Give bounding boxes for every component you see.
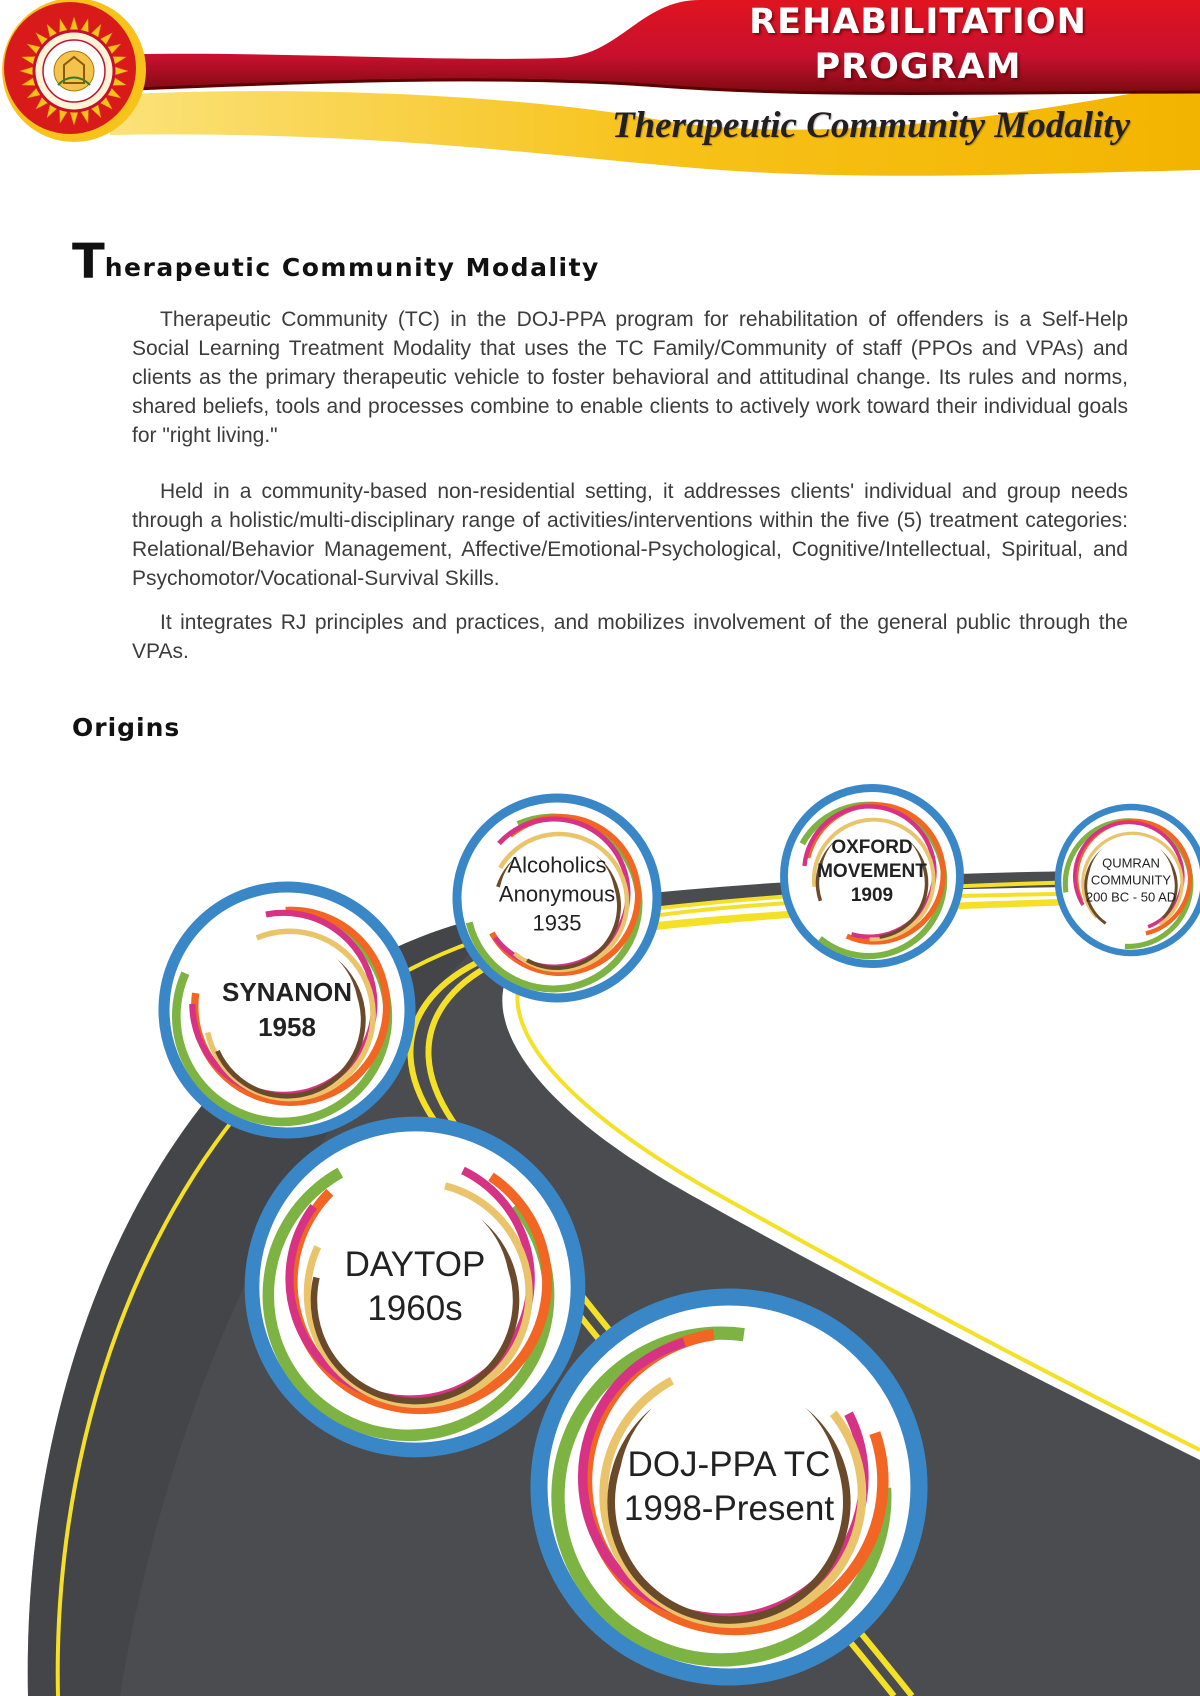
milestone-qumran-year: 200 BC - 50 AD <box>1085 889 1177 905</box>
program-title <box>708 0 1128 90</box>
milestone-qumran-name: QUMRAN <box>1102 855 1160 871</box>
milestone-oxford-name2: MOVEMENT <box>817 861 927 882</box>
logo-ray <box>70 17 79 31</box>
milestone-synanon <box>222 975 352 1045</box>
milestone-oxford-year: 1909 <box>850 885 894 906</box>
origins-heading: Origins <box>72 713 181 742</box>
milestone-aa-year: 1935 <box>532 910 582 936</box>
section-heading <box>72 234 600 290</box>
milestone-synanon-name: SYNANON <box>221 977 353 1007</box>
paragraph-setting: Held in a community-based non-residential setting, it addresses clients' individual and group needs through a holistic/multi-disciplinary range of activities/interventions within the five (5) treatment categories: Relational/Behavior Management, Affective/Emotional-Psychological, Cognitive/Intellectual, Spiritual, and Psychomotor/Vocational-Survival Skills. <box>132 480 1128 590</box>
milestone-dojppa-year: 1998-Present <box>623 1489 835 1528</box>
milestone-aa-name: Alcoholics <box>507 852 607 878</box>
logo-ray <box>114 67 128 76</box>
milestone-dojppa-name: DOJ-PPA TC <box>627 1445 831 1484</box>
milestone-synanon-year: 1958 <box>258 1012 316 1042</box>
logo-ray <box>70 111 79 125</box>
paragraph-rj: It integrates RJ principles and practices, and mobilizes involvement of the general public through the VPAs. <box>132 611 1128 663</box>
program-title-line2: PROGRAM <box>814 47 1022 87</box>
milestone-dojppa <box>624 1443 834 1531</box>
program-title-line1: REHABILITATION <box>749 2 1087 42</box>
milestone-aa-name2: Anonymous <box>498 881 616 907</box>
milestone-daytop <box>345 1243 486 1331</box>
milestone-qumran-name2: COMMUNITY <box>1090 872 1172 888</box>
heading-drop-cap: T <box>72 234 105 290</box>
logo-ray <box>20 67 34 76</box>
heading-rest: herapeutic Community Modality <box>104 253 600 282</box>
milestone-qumran <box>1086 855 1176 906</box>
program-subtitle: Therapeutic Community Modality <box>611 105 1130 146</box>
milestone-aa <box>499 851 615 938</box>
milestone-daytop-year: 1960s <box>367 1289 463 1328</box>
milestone-oxford <box>817 836 927 908</box>
paragraph-intro: Therapeutic Community (TC) in the DOJ-PPA program for rehabilitation of offenders is a Self-Help Social Learning Treatment Modality that uses the TC Family/Community of staff (PPOs and VPAs) and clients as the primary therapeutic vehicle to foster behavioral and attitudinal change. Its rules and norms, shared beliefs, tools and processes combine to enable clients to actively work toward their individual goals for "right living." <box>132 308 1128 447</box>
milestone-oxford-name: OXFORD <box>831 837 913 858</box>
seal-logo-icon <box>18 15 130 127</box>
milestone-daytop-name: DAYTOP <box>344 1245 486 1284</box>
